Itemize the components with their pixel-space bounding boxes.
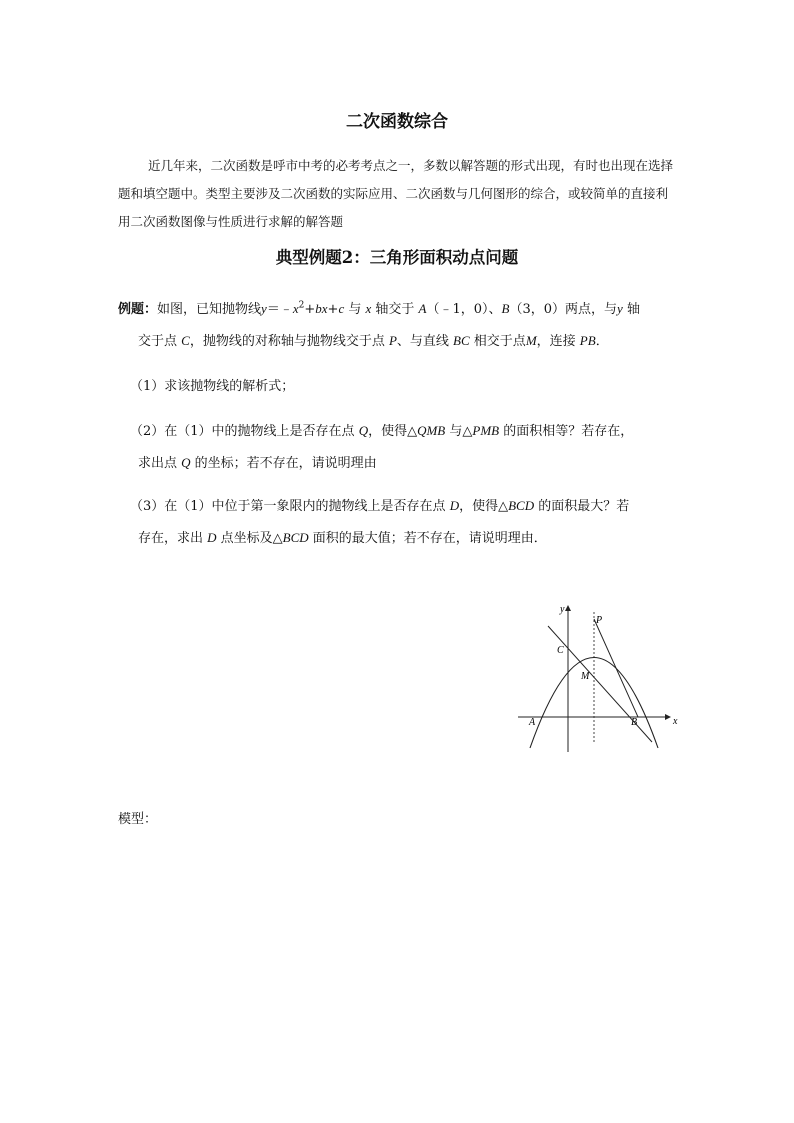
question-2-line-2: 求出点 Q 的坐标；若不存在，请说明理由 (138, 455, 377, 471)
example-label: 例题： (118, 302, 158, 317)
section-subtitle: 典型例题2：三角形面积动点问题 (275, 248, 519, 267)
question-3-line-1: （3）在（1）中位于第一象限内的抛物线上是否存在点 D，使得△BCD 的面积最大？若 (130, 498, 630, 514)
parabola-curve (530, 658, 658, 749)
model-label: 模型： (118, 812, 158, 827)
label-c: C (557, 645, 564, 656)
page-title: 二次函数综合 (346, 112, 448, 132)
parabola-figure (510, 600, 685, 760)
label-y: y (560, 604, 565, 615)
label-b: B (631, 717, 638, 728)
label-m: M (581, 671, 590, 682)
label-p: P (596, 615, 603, 626)
example-line-1: 例题：如图，已知抛物线$y=﹣x^2+bx+c$ 与 x 轴交于 A（﹣1，0）、B（3，0）两点，与y 轴 (118, 300, 640, 317)
intro-paragraph: 近几年来，二次函数是呼市中考的必考考点之一，多数以解答题的形式出现，有时也出现在选择题和填空题中。类型主要涉及二次函数的实际应用、二次函数与几何图形的综合，或较简单的直接利用二次函数图像与性质进行求解的解答题 (118, 158, 674, 229)
question-2-line-1: （2）在（1）中的抛物线上是否存在点 Q，使得△QMB 与△PMB 的面积相等？若存在， (130, 423, 634, 439)
question-1: （1）求该抛物线的解析式； (130, 379, 295, 394)
label-x: x (673, 716, 678, 727)
example-line-2: 交于点 C，抛物线的对称轴与抛物线交于点 P、与直线 BC 相交于点M，连接 PB． (138, 333, 609, 349)
label-a: A (529, 717, 536, 728)
question-3-line-2: 存在，求出 D 点坐标及△BCD 面积的最大值；若不存在，请说明理由． (138, 530, 547, 546)
